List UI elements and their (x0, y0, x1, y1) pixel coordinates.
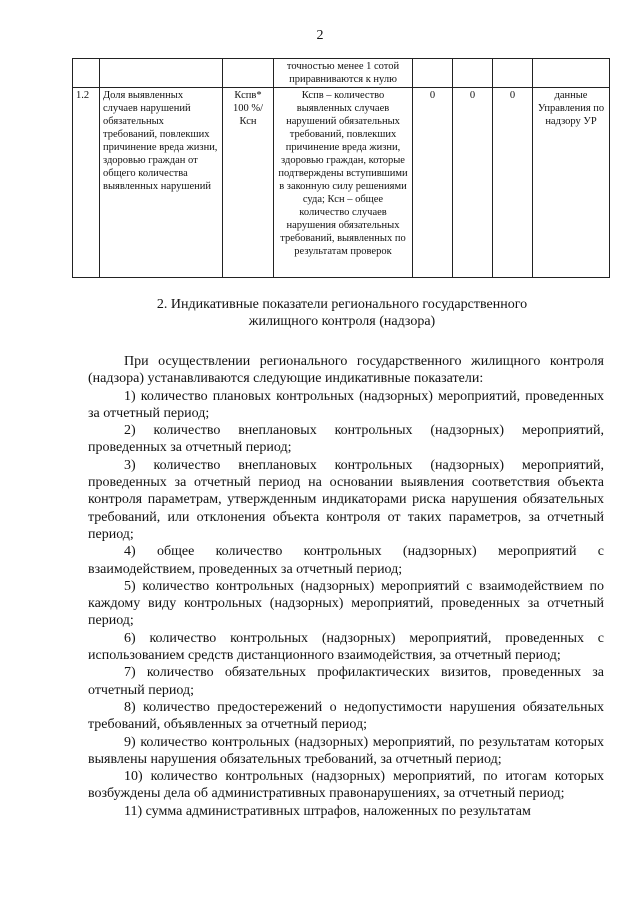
table-cell (223, 59, 274, 88)
table-cell-name: Доля выявленных случаев нарушений обязательных требований, повлекших причинение вреда жизни, здоровью граждан от общего количества выявленных нарушений (100, 88, 223, 278)
table-cell-value: 0 (493, 88, 533, 278)
paragraph: 10) количество контрольных (надзорных) мероприятий, по итогам которых возбуждены дела об административных правонарушениях, за отчетный период; (88, 769, 604, 802)
table-cell-value: 0 (453, 88, 493, 278)
paragraph: 6) количество контрольных (надзорных) мероприятий, проведенных с использованием средств дистанционного взаимодействия, за отчетный период; (88, 630, 604, 664)
page-number: 2 (316, 28, 324, 43)
paragraph: 9) количество контрольных (надзорных) мероприятий, по результатам которых выявлены нарушения обязательных требований, за отчетный период; (88, 734, 604, 767)
section-title (72, 296, 612, 330)
table-cell (413, 59, 453, 88)
paragraph: При осуществлении регионального государственного жилищного контроля (надзора) устанавливаются следующие индикативные показатели: (88, 354, 604, 387)
table-row (73, 59, 610, 88)
table-cell-formula: Кспв* 100 %/ Ксн (223, 88, 274, 278)
table-cell (73, 59, 100, 88)
table-cell-definition: Кспв – количество выявленных случаев нарушений обязательных требований, повлекших причинение вреда жизни, здоровью граждан, которые подтверждены вступившими в законную силу решениями суда; Ксн – общее количество случаев нарушения обязательных требований, выявленных по результатам проверок (274, 88, 413, 278)
paragraph: 8) количество предостережений о недопустимости нарушения обязательных требований, объявленных за отчетный период; (88, 699, 604, 733)
table-cell-definition: точностью менее 1 сотой приравниваются к нулю (274, 59, 413, 88)
paragraph: 11) сумма административных штрафов, наложенных по результатам (124, 803, 531, 819)
indicators-table (72, 58, 610, 278)
paragraph: 2) количество внеплановых контрольных (надзорных) мероприятий, проведенных за отчетный период; (88, 423, 604, 456)
paragraph: 4) общее количество контрольных (надзорных) мероприятий с взаимодействием, проведенных за отчетный период; (88, 544, 604, 577)
paragraph: 1) количество плановых контрольных (надзорных) мероприятий, проведенных за отчетный период; (88, 388, 604, 421)
table-cell (493, 59, 533, 88)
paragraph: 7) количество обязательных профилактических визитов, проведенных за отчетный период; (88, 665, 604, 698)
body-text (88, 353, 604, 820)
table-row (73, 88, 610, 278)
paragraph: 3) количество внеплановых контрольных (надзорных) мероприятий, проведенных за отчетный период на основании выявления соответствия объекта контроля параметрам, утвержденным индикаторами риска нарушения обязательных требований, или отклонения объекта контроля от таких параметров, за отчетный период; (88, 457, 604, 542)
section-title-line: 2. Индикативные показатели регионального государственного (156, 297, 528, 312)
table-cell (453, 59, 493, 88)
table-cell (100, 59, 223, 88)
table-cell (533, 59, 610, 88)
section-title-line: жилищного контроля (надзора) (248, 314, 436, 329)
table-cell-source: данные Управления по надзору УР (533, 88, 610, 278)
table-cell-number: 1.2 (73, 88, 100, 278)
paragraph: 5) количество контрольных (надзорных) мероприятий с взаимодействием по каждому виду контрольных (надзорных) мероприятий, проведенных за отчетный период; (88, 578, 604, 629)
table-cell-value: 0 (413, 88, 453, 278)
